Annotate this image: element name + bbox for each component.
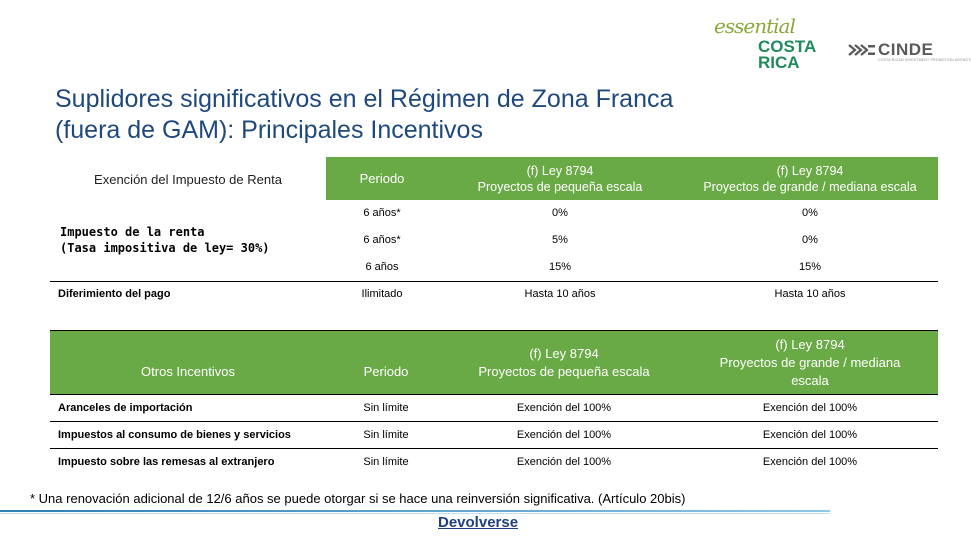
table-row [50, 281, 938, 306]
table-header-row [50, 331, 938, 395]
cinde-tagline: COSTA RICAN INVESTMENT PROMOTION AGENCY [878, 58, 971, 62]
header-small-desc: Proyectos de pequeña escala [478, 363, 650, 379]
large-scale-cell: Exención del 100% [682, 422, 938, 449]
header-large-desc: Proyectos de grande / mediana escala [703, 179, 917, 194]
incentive-label: Impuesto sobre las remesas al extranjero [50, 449, 326, 476]
period-cell: Sin límite [326, 395, 446, 422]
small-scale-cell: Hasta 10 años [438, 281, 682, 306]
header-small-scale [438, 157, 682, 200]
table-row [50, 395, 938, 422]
header-other-incentives: Otros Incentivos [50, 331, 326, 395]
income-tax-label-line2: (Tasa impositiva de ley= 30%) [60, 241, 270, 256]
period-cell: 6 años [365, 261, 399, 274]
header-period: Periodo [326, 331, 446, 395]
large-scale-cell: 15% [798, 261, 822, 274]
header-small-law: (f) Ley 8794 [526, 163, 594, 178]
header-large-desc-2: escala [791, 372, 829, 388]
large-scale-cell: Hasta 10 años [682, 281, 938, 306]
header-small-scale [446, 331, 682, 395]
small-scale-cell: 15% [548, 261, 572, 274]
income-tax-table [50, 157, 938, 306]
large-scale-cell: 0% [802, 207, 818, 219]
essential-script-text: essential [714, 14, 795, 38]
incentive-label: Impuestos al consumo de bienes y servicios [50, 422, 326, 449]
footnote: * Una renovación adicional de 12/6 años se puede otorgar si se hace una reinversión significativa. (Artículo 20bis) [30, 491, 686, 506]
header-period: Periodo [326, 157, 438, 200]
period-cell: Sin límite [326, 422, 446, 449]
header-large-law: (f) Ley 8794 [776, 163, 844, 178]
header-large-law: (f) Ley 8794 [775, 336, 845, 352]
essential-costa-rica-logo [708, 14, 826, 74]
costa-text: COSTA [758, 37, 817, 56]
large-scale-cell: Exención del 100% [682, 449, 938, 476]
decorative-line-thin [0, 513, 830, 514]
period-cell: Sin límite [326, 449, 446, 476]
other-incentives-table [50, 330, 938, 476]
small-scale-cell: 0% [552, 207, 568, 219]
table-row [50, 449, 938, 476]
header-small-desc: Proyectos de pequeña escala [477, 179, 643, 194]
header-exemption: Exención del Impuesto de Renta [50, 157, 326, 200]
costa-rica-text [758, 39, 816, 71]
period-cell: 6 años* [363, 234, 401, 246]
large-scale-cell: Exención del 100% [682, 395, 938, 422]
table-row [50, 422, 938, 449]
small-scale-cell: Exención del 100% [446, 395, 682, 422]
title-line-2: (fuera de GAM): Principales Incentivos [55, 116, 483, 144]
small-scale-cell: 5% [552, 234, 568, 246]
cinde-mark-icon [848, 43, 876, 57]
deferral-label: Diferimiento del pago [50, 281, 326, 306]
period-cell: Ilimitado [326, 281, 438, 306]
back-link[interactable]: Devolverse [438, 514, 519, 531]
rica-text: RICA [758, 53, 800, 72]
header-large-scale [682, 157, 938, 200]
decorative-line [0, 510, 830, 512]
table-header-row [50, 157, 938, 200]
title-line-1: Suplidores significativos en el Régimen de Zona Franca [55, 85, 674, 113]
period-cell: 6 años* [363, 207, 401, 219]
small-scale-cell: Exención del 100% [446, 422, 682, 449]
page-title [55, 84, 795, 146]
header-large-scale [682, 331, 938, 395]
header-large-desc: Proyectos de grande / mediana [719, 354, 901, 370]
income-tax-label [50, 200, 326, 281]
small-scale-cell: Exención del 100% [446, 449, 682, 476]
table-row [50, 200, 938, 226]
header-small-law: (f) Ley 8794 [529, 345, 599, 361]
large-scale-cell: 0% [802, 234, 818, 246]
cinde-word: CINDE [878, 40, 934, 59]
cinde-logo [848, 40, 971, 66]
income-tax-label-line1: Impuesto de la renta [60, 225, 205, 240]
incentive-label: Aranceles de importación [50, 395, 326, 422]
